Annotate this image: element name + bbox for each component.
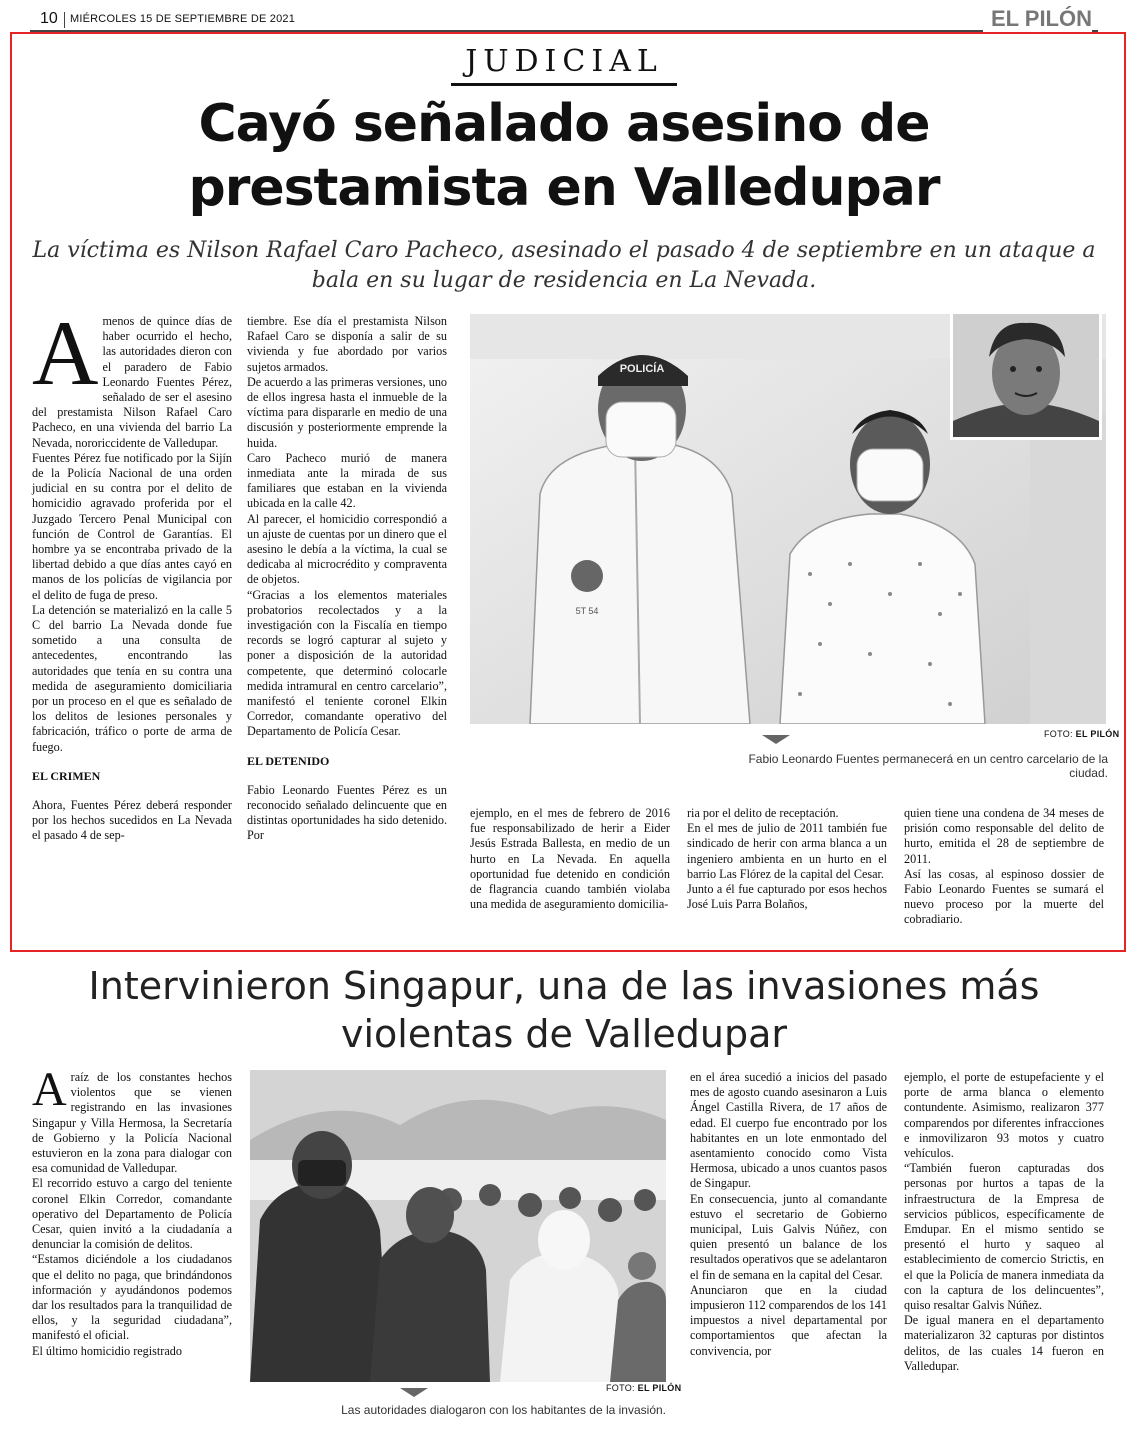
story2-photo — [250, 1070, 666, 1382]
credit-source: EL PILÓN — [637, 1383, 682, 1393]
story1-paragraph: Al parecer, el homicidio correspondió a un ajuste de cuentas por un dinero que el asesino le debía a la víctima, la cual se dedicaba al microcrédito y compraventa de objetos. — [247, 511, 447, 587]
story1-subheading: EL CRIMEN — [32, 768, 101, 783]
story2-paragraph: De igual manera en el departamento materializaron 32 capturas por distintos delitos, de las cuales 14 fueron en Valledupar. — [904, 1313, 1104, 1373]
story2-paragraph: El último homicidio registrado — [32, 1343, 182, 1358]
story1-paragraph: tiembre. Ese día el prestamista Nilson Rafael Caro se disponía a salir de su vivienda y fue abordado por varios sujetos armados. — [247, 314, 447, 374]
story1-caption: Fabio Leonardo Fuentes permanecerá en un centro carcelario de la ciudad. — [748, 752, 1108, 780]
story2-paragraph: raíz de los constantes hechos violentos que se vienen registrando en las invasiones Singapur y Villa Hermosa, la Secretaría de Gobierno y la Policía Nacional estuvieron en la zona para dialogar con esa comunidad de Valledupar. — [32, 1070, 232, 1176]
story1-paragraph: ria por el delito de receptación. — [687, 806, 839, 820]
issue-date: MIÉRCOLES 15 DE SEPTIEMBRE DE 2021 — [70, 13, 296, 25]
newspaper-brand: EL PILÓN — [983, 6, 1092, 32]
story2-dropcap: A — [32, 1063, 67, 1116]
story2-paragraph: “Estamos diciéndole a los ciudadanos que el delito no paga, que brindándonos información y ayudándonos podemos dar los resultados para la tranquilidad de ellos, y la seguridad ciudadana”, manifestó el oficial. — [32, 1252, 232, 1343]
caption-pointer — [400, 1388, 428, 1397]
story1-paragraph: La detención se materializó en la calle 5 C del barrio La Nevada donde fue sometido a una consulta de antecedentes, encontrando las autoridades que tenía en su contra una medida de aseguramiento domiciliaria por un proceso en el que es señalado de los delitos de lesiones personales y fabricación, tráfico o porte de arma de fuego. — [32, 602, 232, 754]
story1-column-2 — [247, 314, 447, 844]
section-label — [0, 44, 1128, 86]
uniform-badge-text: 5T 54 — [575, 606, 599, 616]
story1-paragraph: ejemplo, en el mes de febrero de 2016 fue responsabilizado de herir a Eider Jesús Estrada Ballesta, en medio de un hurto en La Nevada. En aquella oportunidad fue detenido en condición de flagrancia cuando también violaba una medida de aseguramiento domicilia- — [470, 806, 670, 912]
page-number: 10 — [40, 10, 58, 27]
story2-paragraph: El recorrido estuvo a cargo del teniente coronel Elkin Corredor, comandante operativo del Departamento de Policía Cesar, quien invitó a la ciudadanía a denunciar la comisión de delitos. — [32, 1176, 232, 1252]
story1-column-5 — [904, 806, 1104, 928]
story1-column-3 — [470, 806, 670, 912]
victim-portrait — [953, 314, 1099, 437]
story1-paragraph: menos de quince días de haber ocurrido el hecho, las autoridades dieron con el paradero de Fabio Leonardo Fuentes Pérez, señalado de ser el asesino del prestamista Nilson Rafael Caro Pacheco, en una vivienda del barrio La Nevada, nororiccidente de Valledupar. — [32, 314, 232, 450]
story1-dropcap: A — [32, 302, 99, 404]
story2-paragraph: Anunciaron que en la ciudad impusieron 112 comparendos de los 141 impuestos a nivel departamental por comportamientos que afectan la convivencia, por — [690, 1282, 887, 1358]
story1-paragraph: Caro Pacheco murió de manera inmediata ante la mirada de sus familiares que estaban en la vivienda ubicada en la calle 42. — [247, 450, 447, 511]
story1-headline: Cayó señalado asesino de prestamista en Valledupar — [188, 94, 940, 218]
story1-paragraph: Fuentes Pérez fue notificado por la Sijín de la Policía Nacional de una orden judicial en su contra por el delito de homicidio agravado proferida por el Juzgado Tercero Penal Municipal con función de Control de Garantías. El hombre ya se encontraba privado de la libertad debido a que días antes cayó en manos de los policías de vigilancia por el delito de fuga de preso. — [32, 450, 232, 602]
story2-column-1 — [32, 1063, 232, 1359]
section-label-text: JUDICIAL — [451, 44, 677, 86]
story1-main-photo — [470, 314, 1106, 724]
cap-text: POLICÍA — [619, 363, 665, 375]
story1-photo-credit — [1044, 729, 1119, 739]
story1-paragraph: De acuerdo a las primeras versiones, uno de ellos ingresa hasta el inmueble de la víctima para dispararle en medio de una discusión y posteriormente emprende la huida. — [247, 374, 448, 450]
folio-bar — [30, 6, 1098, 32]
story2-column-4 — [904, 1070, 1104, 1374]
credit-prefix: FOTO: — [1044, 729, 1073, 739]
story2-photo-credit — [606, 1383, 681, 1393]
story1-paragraph: Ahora, Fuentes Pérez deberá responder por los hechos sucedidos en La Nevada el pasado 4 de sep- — [32, 797, 232, 843]
story2-column-3 — [690, 1070, 887, 1359]
story2-headline: Intervinieron Singapur, una de las invasiones más violentas de Valledupar — [88, 964, 1040, 1056]
story1-deck: La víctima es Nilson Rafael Caro Pacheco, asesinado el pasado 4 de septiembre en un ataque a bala en su lugar de residencia en La Nevada. — [32, 238, 1096, 293]
community-meeting-illustration — [250, 1070, 666, 1382]
story2-caption: Las autoridades dialogaron con los habitantes de la invasión. — [341, 1403, 666, 1417]
folio-separator — [64, 12, 65, 28]
story2-paragraph: En consecuencia, junto al comandante estuvo el secretario de Gobierno municipal, Luis Galvis Núñez, con quien presentó un balance de los resultados operativos que se adelantaron el fin de semana en la capital del Cesar. — [690, 1191, 887, 1282]
story1-paragraph: Fabio Leonardo Fuentes Pérez es un reconocido señalado delincuente que en distintas oportunidades ha sido detenido. Por — [247, 782, 447, 843]
story1-paragraph: quien tiene una condena de 34 meses de prisión como responsable del delito de hurto, emitida el 28 de septiembre de 2011. — [904, 806, 1104, 866]
story1-paragraph: “Gracias a los elementos materiales probatorios recolectados y a la investigación con la Fiscalía en tiempo records se logró capturar al sujeto y poner a disposición de la autoridad competente, que determinó colocarle medida intramural en centro carcelario”, manifestó el teniente coronel Elkin Corredor, comandante operativo del Departamento de Policía Cesar. — [247, 587, 447, 739]
story2-paragraph: en el área sucedió a inicios del pasado mes de agosto cuando asesinaron a Luis Ángel Castilla Rivera, de 17 años de edad. El cuerpo fue encontrado por los habitantes en un lote enmontado del asentamiento conocido como Vista Hermosa, ubicado a unos cuantos pasos de Singapur. — [690, 1070, 887, 1191]
victim-inset-photo — [950, 314, 1102, 440]
credit-prefix: FOTO: — [606, 1383, 635, 1393]
story1-column-4 — [687, 806, 887, 912]
story1-paragraph: Así las cosas, al espinoso dossier de Fabio Leonardo Fuentes se sumará el nuevo proceso por la muerte del cobradiario. — [904, 866, 1104, 927]
caption-pointer — [762, 735, 790, 744]
credit-source: EL PILÓN — [1075, 729, 1120, 739]
story2-paragraph: ejemplo, el porte de estupefaciente y el porte de arma blanca o elemento contundente. Asimismo, realizaron 377 comparendos por diferentes infracciones e inmovilizaron 93 motos y cuatro vehículos. — [904, 1070, 1104, 1161]
story1-subheading: EL DETENIDO — [247, 753, 330, 768]
story2-paragraph: “También fueron capturadas dos personas por hurtos a tapas de la infraestructura de la Empresa de servicios públicos, específicamente de Emdupar. En el mismo sentido se presentó el hurto y saqueo al establecimiento de comercio Strictis, en el que la Policía de manera inmediata da con la captura de los delincuentes”, quiso resaltar Galvis Núñez. — [904, 1161, 1104, 1313]
story1-paragraph: En el mes de julio de 2011 también fue sindicado de herir con arma blanca a un ingeniero ambienta en un hurto en el barrio Las Flórez de la capital del Cesar. — [687, 821, 887, 881]
story1-paragraph: Junto a él fue capturado por esos hechos José Luis Parra Bolaños, — [687, 882, 887, 912]
story1-column-1 — [32, 302, 232, 844]
